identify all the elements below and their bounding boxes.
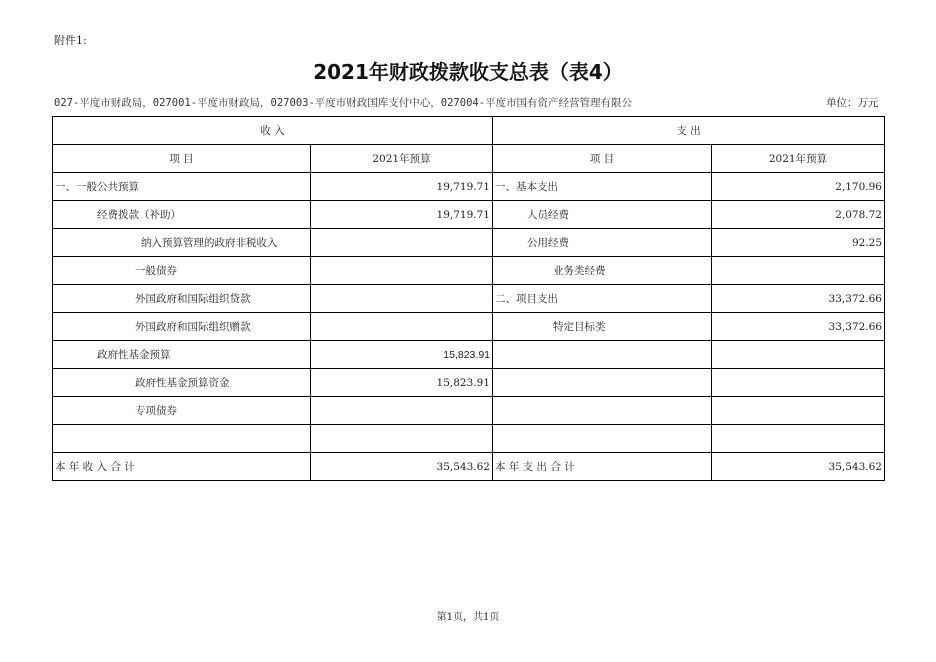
income-item: 经费拨款（补助） [53,201,311,229]
budget-table [52,116,885,481]
income-budget-header: 2021年预算 [311,145,493,173]
table-row [53,257,885,285]
section-header-row [53,117,885,145]
expense-total-label: 本 年 支 出 合 计 [493,453,712,481]
expense-total-value: 35,543.62 [712,453,885,481]
expense-item [493,369,712,397]
expense-item [493,397,712,425]
expense-item: 公用经费 [493,229,712,257]
income-item: 政府性基金预算 [53,341,311,369]
expense-value [712,341,885,369]
income-item: 政府性基金预算资金 [53,369,311,397]
attachment-label: 附件1: [54,34,87,47]
income-item: 一、一般公共预算 [53,173,311,201]
income-value [311,257,493,285]
income-value [311,397,493,425]
expense-budget-header: 2021年预算 [712,145,885,173]
expense-item: 特定目标类 [493,313,712,341]
expense-value: 2,078.72 [712,201,885,229]
expense-value: 33,372.66 [712,313,885,341]
income-total-value: 35,543.62 [311,453,493,481]
table-row [53,397,885,425]
table-row [53,173,885,201]
expense-item-header: 项 目 [493,145,712,173]
income-item [53,425,311,453]
expense-item: 人员经费 [493,201,712,229]
income-value [311,313,493,341]
expense-value [712,425,885,453]
table-row [53,369,885,397]
expense-value: 92.25 [712,229,885,257]
income-item: 外国政府和国际组织赠款 [53,313,311,341]
income-value: 15,823.91 [311,369,493,397]
income-item: 专项债券 [53,397,311,425]
table-row [53,425,885,453]
table-row [53,313,885,341]
income-total-label: 本 年 收 入 合 计 [53,453,311,481]
expense-value [712,369,885,397]
expense-value: 33,372.66 [712,285,885,313]
department-list: 027-平度市财政局，027001-平度市财政局，027003-平度市财政国库支付中心，027004-平度市国有资产经营管理有限公 [54,97,633,109]
total-row [53,453,885,481]
expense-item: 业务类经费 [493,257,712,285]
income-item-header: 项 目 [53,145,311,173]
expense-item [493,425,712,453]
table-row [53,229,885,257]
table-row [53,341,885,369]
column-header-row [53,145,885,173]
income-value: 19,719.71 [311,201,493,229]
unit-label: 单位：万元 [826,97,879,109]
expense-item [493,341,712,369]
income-value: 15,823.91 [311,341,493,369]
income-value [311,425,493,453]
income-item: 一般债券 [53,257,311,285]
table-row [53,285,885,313]
income-item: 纳入预算管理的政府非税收入 [53,229,311,257]
expense-item: 一、基本支出 [493,173,712,201]
table-row [53,201,885,229]
income-item: 外国政府和国际组织贷款 [53,285,311,313]
expense-value: 2,170.96 [712,173,885,201]
income-value: 19,719.71 [311,173,493,201]
income-value [311,285,493,313]
page-footer: 第1页，共1页 [436,612,500,623]
income-value [311,229,493,257]
expense-value [712,257,885,285]
expense-value [712,397,885,425]
expense-item: 二、项目支出 [493,285,712,313]
page-title: 2021年财政拨款收支总表（表4） [313,60,623,84]
income-header: 收 入 [53,117,493,145]
expense-header: 支 出 [493,117,885,145]
